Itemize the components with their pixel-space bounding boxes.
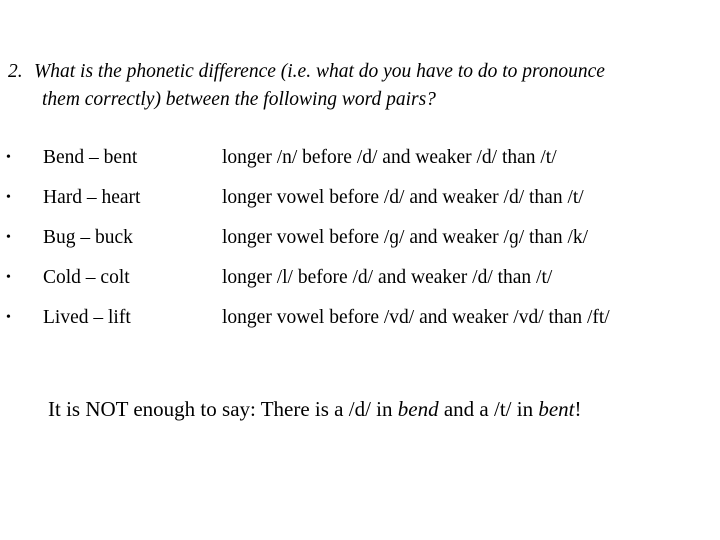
bullet-icon: • <box>6 150 11 165</box>
pair-explanation: longer /n/ before /d/ and weaker /d/ than /t/ <box>222 147 557 168</box>
pair-explanation: longer /l/ before /d/ and weaker /d/ than /t/ <box>222 267 553 288</box>
list-item <box>0 264 720 304</box>
word-pair: Bend – bent <box>43 147 138 168</box>
question-text-line-2: them correctly) between the following word pairs? <box>42 89 436 110</box>
bullet-icon: • <box>6 230 11 245</box>
conclusion-part-2: and a /t/ in <box>438 397 539 421</box>
list-item <box>0 224 720 264</box>
word-pair-list <box>0 144 720 344</box>
list-item <box>0 184 720 224</box>
word-pair: Bug – buck <box>43 227 133 248</box>
question-block <box>8 58 708 114</box>
pair-explanation: longer vowel before /vd/ and weaker /vd/ than /ft/ <box>222 307 610 328</box>
conclusion-word-bend: bend <box>397 397 439 421</box>
bullet-icon: • <box>6 190 11 205</box>
word-pair: Lived – lift <box>43 307 131 328</box>
conclusion-part-3: ! <box>574 397 582 421</box>
list-item <box>0 304 720 344</box>
conclusion-word-bent: bent <box>538 397 575 421</box>
word-pair: Cold – colt <box>43 267 130 288</box>
conclusion-part-1: It is NOT enough to say: There is a /d/ in <box>48 397 398 421</box>
bullet-icon: • <box>6 270 11 285</box>
bullet-icon: • <box>6 310 11 325</box>
question-text-line-1: What is the phonetic difference (i.e. what do you have to do to pronounce <box>34 61 605 82</box>
pair-explanation: longer vowel before /d/ and weaker /d/ than /t/ <box>222 187 584 208</box>
list-item <box>0 144 720 184</box>
question-number: 2. <box>8 61 23 82</box>
question-line-1 <box>8 58 708 86</box>
word-pair: Hard – heart <box>43 187 141 208</box>
conclusion-text <box>48 395 581 423</box>
pair-explanation: longer vowel before /ɡ/ and weaker /ɡ/ than /k/ <box>222 227 589 248</box>
